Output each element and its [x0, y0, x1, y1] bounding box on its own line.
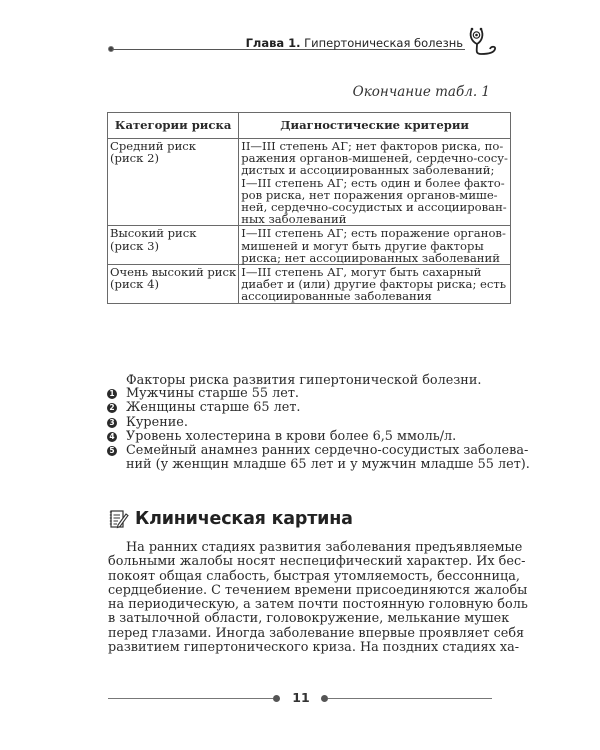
list-item — [107, 401, 497, 415]
numbered-circle-icon: 3 — [107, 418, 117, 428]
chapter-label: Глава 1. — [245, 36, 301, 50]
category-line: (риск 3) — [110, 238, 159, 253]
category-line: Средний риск — [110, 139, 197, 153]
notepad-pencil-icon — [109, 509, 129, 529]
paragraph-line: на периодическую, а затем почти постоянную головную боль — [108, 597, 528, 613]
criteria-line: I—III степень АГ; есть поражение органов- — [241, 226, 506, 241]
risk-factors-list — [107, 386, 530, 473]
risk-category-cell — [108, 226, 239, 265]
list-item — [107, 416, 497, 430]
risk-category-cell — [108, 139, 239, 226]
paragraph-line: сердцебиение. С течением времени присоединяются жалобы — [108, 582, 528, 598]
risk-category-cell — [108, 265, 239, 304]
list-item-text: ний (у женщин младше 65 лет и у мужчин младше 55 лет). — [126, 457, 530, 473]
clinical-picture-paragraph — [108, 540, 528, 656]
criteria-line: мишеней и могут быть другие факторы — [241, 238, 484, 253]
section-title: Клиническая картина — [135, 509, 353, 529]
page-footer — [108, 690, 492, 706]
footer-rule-left — [108, 698, 273, 699]
criteria-line: I—III степень АГ; есть один и более факто- — [241, 175, 505, 190]
page-number: 11 — [292, 690, 310, 705]
category-line: Очень высокий риск — [110, 265, 237, 280]
criteria-line: II—III степень АГ; нет факторов риска, по- — [241, 139, 504, 153]
criteria-cell — [239, 265, 511, 304]
criteria-line: ассоциированные заболевания — [241, 289, 432, 304]
footer-dot-left — [273, 695, 280, 702]
list-item-text: Семейный анамнез ранних сердечно-сосудистых заболева- — [126, 443, 529, 459]
table-caption: Окончание табл. 1 — [352, 84, 490, 100]
paragraph-line: перед глазами. Иногда заболевание впервые проявляет себя — [108, 625, 525, 641]
paragraph-line: развитием гипертонического криза. На поздних стадиях ха- — [108, 640, 520, 656]
criteria-line: диабет и (или) другие факторы риска; есть — [241, 277, 507, 292]
paragraph-line: в затылочной области, головокружение, мелькание мушек — [108, 611, 510, 627]
table-header-row — [108, 113, 511, 139]
chapter-title: Гипертоническая болезнь — [304, 36, 463, 50]
running-header — [108, 30, 463, 52]
list-item — [107, 387, 497, 401]
criteria-line: I—III степень АГ, могут быть сахарный — [241, 265, 482, 280]
criteria-line: дистых и ассоциированных заболеваний; — [241, 163, 495, 178]
table-row — [108, 226, 511, 265]
paragraph-line: На ранних стадиях развития заболевания предъявляемые — [126, 540, 523, 555]
column-header-criteria: Диагностические критерии — [239, 113, 511, 139]
running-header-title — [246, 36, 463, 50]
table-row — [108, 265, 511, 304]
list-item — [107, 430, 497, 444]
category-line: (риск 4) — [110, 277, 159, 292]
list-item-text: Женщины старше 65 лет. — [126, 400, 301, 416]
numbered-circle-icon: 4 — [107, 432, 117, 442]
footer-dot-right — [321, 695, 328, 702]
section-heading — [109, 506, 353, 532]
list-item-text: Уровень холестерина в крови более 6,5 ммоль/л. — [126, 428, 457, 444]
paragraph-line: больными жалобы носят неспецифический характер. Их бес- — [108, 554, 526, 570]
column-header-category: Категории риска — [108, 113, 239, 139]
table-row — [108, 139, 511, 226]
footer-rule-right — [328, 698, 492, 699]
numbered-circle-icon: 1 — [107, 389, 117, 399]
category-line: (риск 2) — [110, 151, 159, 166]
numbered-circle-icon: 5 — [107, 446, 117, 456]
category-line: Высокий риск — [110, 226, 197, 241]
list-item-text: Мужчины старше 55 лет. — [126, 386, 299, 401]
criteria-cell — [239, 226, 511, 265]
risk-factors-intro: Факторы риска развития гипертонической болезни. — [126, 373, 482, 388]
criteria-line: риска; нет ассоциированных заболеваний — [241, 250, 500, 265]
list-item — [107, 443, 530, 473]
criteria-line: ных заболеваний — [241, 212, 347, 227]
list-item-text: Курение. — [126, 414, 188, 430]
criteria-line: ражения органов-мишеней, сердечно-сосу- — [241, 151, 508, 166]
risk-category-table — [107, 112, 511, 304]
criteria-line: ров риска, нет поражения органов-мише- — [241, 187, 498, 202]
paragraph-line: покоят общая слабость, быстрая утомляемость, бессонница, — [108, 568, 520, 584]
stethoscope-icon — [466, 27, 500, 57]
numbered-circle-icon: 2 — [107, 403, 117, 413]
criteria-cell — [239, 139, 511, 226]
criteria-line: ней, сердечно-сосудистых и ассоциирован- — [241, 200, 507, 215]
